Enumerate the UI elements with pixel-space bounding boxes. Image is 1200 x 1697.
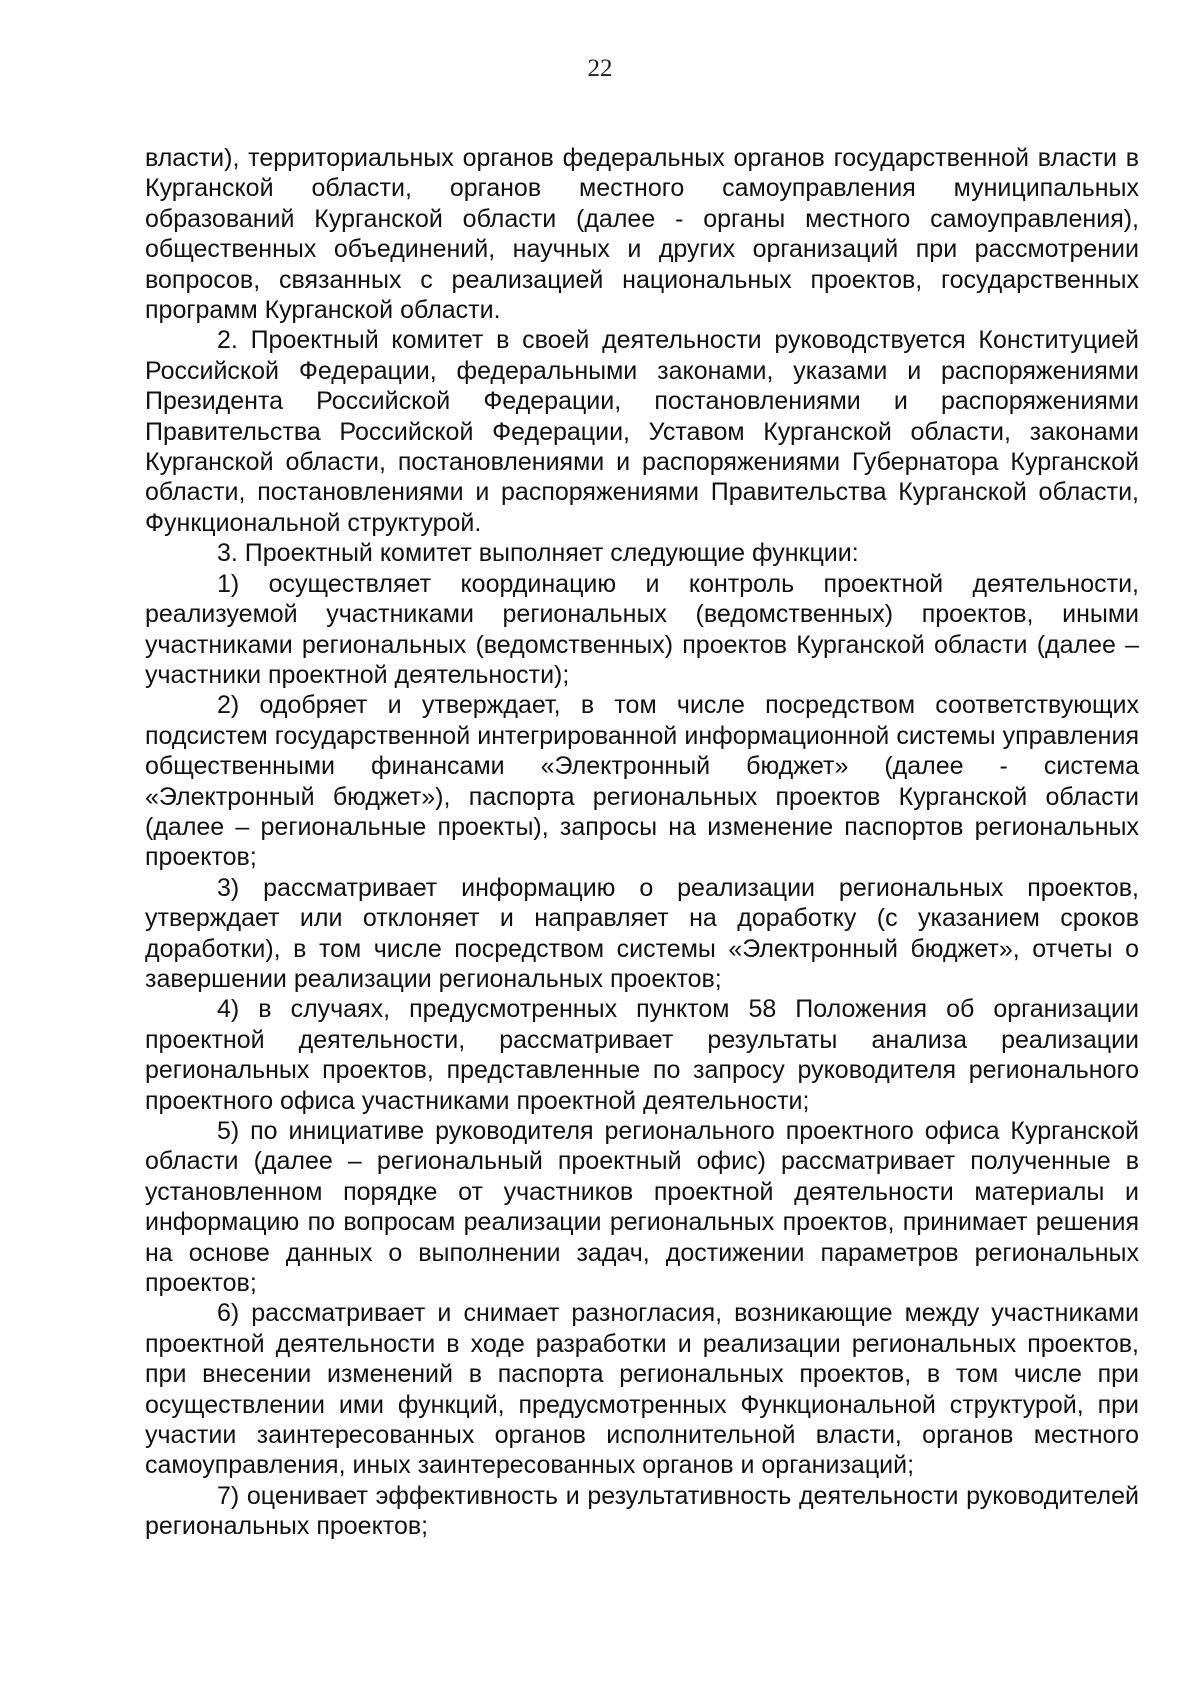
paragraph-continuation: власти), территориальных органов федеральных органов государственной власти в Курганской области, органов местного самоуправления муниципальных образований Курганской области (далее - органы местного самоуправления), общественных объединений, научных и других организаций при рассмотрении вопросов, связанных с реализацией национальных проектов, государственных программ Курганской области.: [145, 144, 1139, 325]
page-number: 22: [587, 55, 613, 82]
list-item-function-4: 4) в случаях, предусмотренных пунктом 58 Положения об организации проектной деятельности, рассматривает результаты анализа реализации региональных проектов, представленные по запросу руководителя регионального проектного офиса участниками проектной деятельности;: [145, 995, 1139, 1115]
paragraph-clause-2: 2. Проектный комитет в своей деятельности руководствуется Конституцией Российской Федерации, федеральными законами, указами и распоряжениями Президента Российской Федерации, постановлениями и распоряжениями Правительства Российской Федерации, Уставом Курганской области, законами Курганской области, постановлениями и распоряжениями Губернатора Курганской области, постановлениями и распоряжениями Правительства Курганской области, Функциональной структурой.: [145, 326, 1139, 537]
paragraph-clause-3: 3. Проектный комитет выполняет следующие функции:: [217, 539, 859, 568]
list-item-function-1: 1) осуществляет координацию и контроль проектной деятельности, реализуемой участниками региональных (ведомственных) проектов, иными участниками региональных (ведомственных) проектов Курганской области (далее – участники проектной деятельности);: [145, 569, 1139, 689]
list-item-function-7: 7) оценивает эффективность и результативность деятельности руководителей региональных проектов;: [145, 1481, 1139, 1541]
document-body: [145, 143, 1139, 1542]
list-item-function-2: 2) одобряет и утверждает, в том числе посредством соответствующих подсистем государственной интегрированной информационной системы управления общественными финансами «Электронный бюджет» (далее - система «Электронный бюджет»), паспорта региональных проектов Курганской области (далее – региональные проекты), запросы на изменение паспортов региональных проектов;: [145, 691, 1139, 872]
list-item-function-6: 6) рассматривает и снимает разногласия, возникающие между участниками проектной деятельности в ходе разработки и реализации региональных проектов, при внесении изменений в паспорта региональных проектов, в том числе при осуществлении ими функций, предусмотренных Функциональной структурой, при участии заинтересованных органов исполнительной власти, органов местного самоуправления, иных заинтересованных органов и организаций;: [145, 1299, 1139, 1480]
list-item-function-5: 5) по инициативе руководителя регионального проектного офиса Курганской области (далее – региональный проектный офис) рассматривает полученные в установленном порядке от участников проектной деятельности материалы и информацию по вопросам реализации региональных проектов, принимает решения на основе данных о выполнении задач, достижении параметров региональных проектов;: [145, 1117, 1139, 1298]
list-item-function-3: 3) рассматривает информацию о реализации региональных проектов, утверждает или отклоняет и направляет на доработку (с указанием сроков доработки), в том числе посредством системы «Электронный бюджет», отчеты о завершении реализации региональных проектов;: [145, 873, 1139, 993]
